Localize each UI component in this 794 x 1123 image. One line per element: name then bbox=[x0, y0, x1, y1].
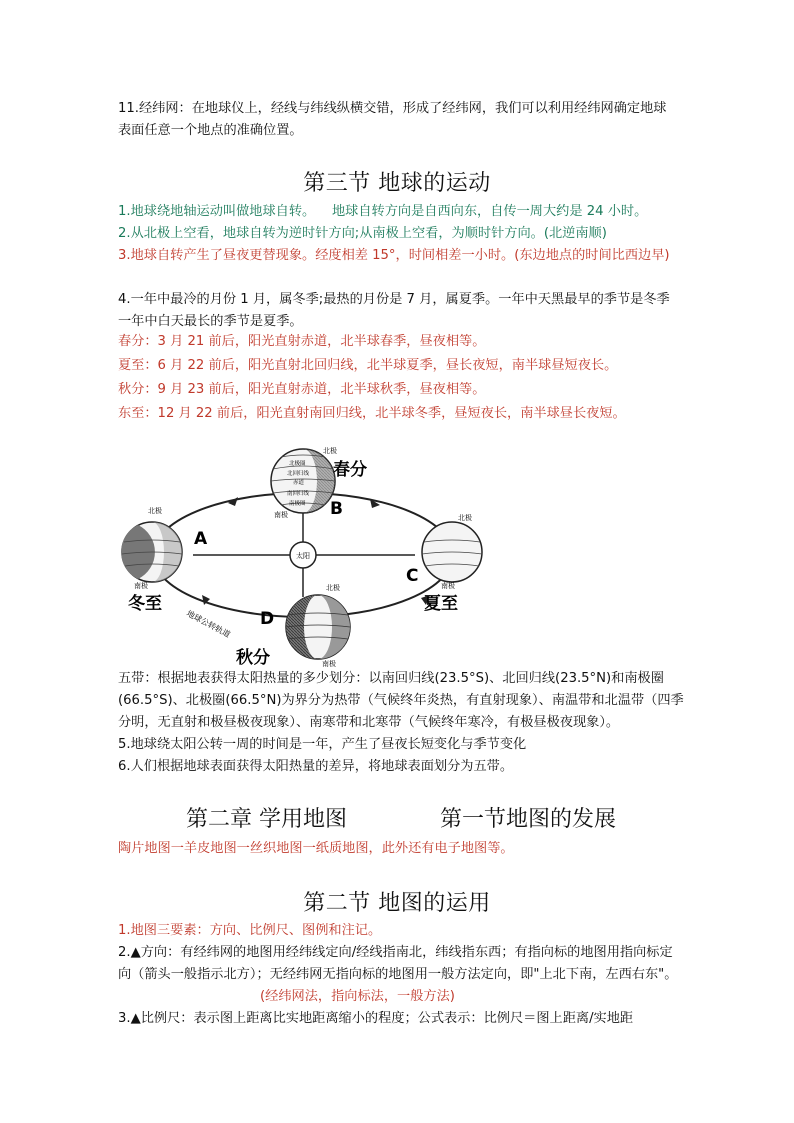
zones-division-paragraph: 6.人们根据地球表面获得太阳热量的差异，将地球表面划分为五带。 bbox=[118, 759, 514, 774]
rotation-definition-line bbox=[118, 201, 678, 223]
spring-equinox-text: 春分：3 月 21 前后，阳光直射赤道，北半球春季，昼夜相等。 bbox=[118, 334, 486, 349]
globe-d-autumn bbox=[286, 595, 350, 659]
section-title-earth-motion: 第三节 地球的运动 bbox=[303, 171, 491, 196]
b-line-label: 南极圈 bbox=[289, 501, 306, 507]
day-night-alternation: 3.地球自转产生了昼夜更替现象。经度相差 15°，时间相差一小时。(东边地点的时间比西边早) bbox=[118, 248, 670, 263]
a-south-pole-label: 南极 bbox=[134, 582, 148, 590]
chapter-two-title: 第二章 学用地图 bbox=[186, 807, 347, 832]
b-north-pole-label: 北极 bbox=[323, 447, 337, 455]
map-development-text: 陶片地图一羊皮地图一丝织地图一纸质地图，此外还有电子地图等。 bbox=[118, 841, 514, 856]
orbit-label: 地球公转轨道 bbox=[185, 608, 232, 640]
summer-solstice-text: 夏至：6 月 22 前后，阳光直射北回归线，北半球夏季，昼长夜短，南半球昼短夜长。 bbox=[118, 358, 618, 373]
globe-b-spring bbox=[271, 449, 335, 513]
letter-a: A bbox=[194, 529, 208, 549]
autumn-equinox-label: 秋分 bbox=[236, 648, 270, 667]
winter-solstice-text: 东至：12 月 22 前后，阳光直射南回归线，北半球冬季，昼短夜长，南半球昼长夜短。 bbox=[118, 406, 626, 421]
section-title-map-development: 第一节地图的发展 bbox=[440, 807, 617, 832]
rotation-direction-poles: 2.从北极上空看，地球自转为逆时针方向;从南极上空看，为顺时针方向。(北逆南顺) bbox=[118, 226, 607, 241]
globe-c-summer bbox=[422, 522, 483, 582]
b-south-pole-label: 南极 bbox=[274, 511, 288, 519]
rotation-definition: 1.地球绕地轴运动叫做地球自转。 bbox=[118, 204, 316, 219]
letter-d: D bbox=[260, 609, 275, 629]
c-south-pole-label: 南极 bbox=[441, 582, 455, 590]
map-scale-text: 3.▲比例尺：表示图上距离比实地距离缩小的程度；公式表示：比例尺＝图上距离/实地距 bbox=[118, 1011, 634, 1026]
d-south-pole-label: 南极 bbox=[322, 660, 336, 667]
b-line-label: 北极圈 bbox=[289, 461, 306, 467]
revolution-paragraph: 5.地球绕太阳公转一周的时间是一年，产生了昼夜长短变化与季节变化 bbox=[118, 737, 527, 752]
globe-a-winter bbox=[121, 522, 182, 582]
b-line-label: 北回归线 bbox=[287, 471, 310, 477]
paragraph-latitude-longitude-grid: 11.经纬网：在地球仪上，经线与纬线纵横交错，形成了经纬网，我们可以利用经纬网确定地球表面任意一个地点的准确位置。 bbox=[118, 101, 667, 138]
rotation-direction: 地球自转方向是自西向东，自传一周大约是 24 小时。 bbox=[332, 204, 648, 219]
map-elements-text: 1.地图三要素：方向、比例尺、图例和注记。 bbox=[118, 923, 382, 938]
d-north-pole-label: 北极 bbox=[326, 584, 340, 592]
c-north-pole-label: 北极 bbox=[458, 514, 472, 522]
section-title-map-usage: 第二节 地图的运用 bbox=[303, 891, 491, 916]
b-line-label: 南回归线 bbox=[287, 491, 310, 497]
direction-methods-note: (经纬网法，指向标法，一般方法) bbox=[260, 989, 455, 1004]
b-line-label: 赤道 bbox=[293, 480, 305, 486]
five-zones-paragraph: 五带：根据地表获得太阳热量的多少划分：以南回归线(23.5°S)、北回归线(23.5°N)和南极圈(66.5°S)、北极圈(66.5°N)为界分为热带（气候终年炎热，有直射现象）、南温带和北温带（四季分明，无直射和极昼极夜现象）、南寒带和北寒带（气候终年寒冷，有极昼极夜现象）。 bbox=[118, 671, 684, 730]
sun-label: 太阳 bbox=[296, 552, 310, 560]
earth-revolution-diagram bbox=[118, 437, 498, 667]
autumn-equinox-text: 秋分：9 月 23 前后，阳光直射赤道，北半球秋季，昼夜相等。 bbox=[118, 382, 486, 397]
summer-solstice-label: 夏至 bbox=[424, 594, 458, 614]
a-north-pole-label: 北极 bbox=[148, 507, 162, 515]
winter-solstice-label: 冬至 bbox=[128, 594, 162, 614]
spring-equinox-label: 春分 bbox=[333, 460, 367, 480]
seasons-months: 4.一年中最冷的月份 1 月，属冬季;最热的月份是 7 月，属夏季。一年中天黑最早的季节是冬季一年中白天最长的季节是夏季。 bbox=[118, 292, 670, 329]
letter-c: C bbox=[406, 566, 419, 586]
letter-b: B bbox=[330, 499, 343, 519]
map-direction-text: 2.▲方向：有经纬网的地图用经纬线定向/经线指南北，纬线指东西；有指向标的地图用指向标定向（箭头一般指示北方）；无经纬网无指向标的地图用一般方法定向，即"上北下南，左西右东"。 bbox=[118, 945, 678, 982]
